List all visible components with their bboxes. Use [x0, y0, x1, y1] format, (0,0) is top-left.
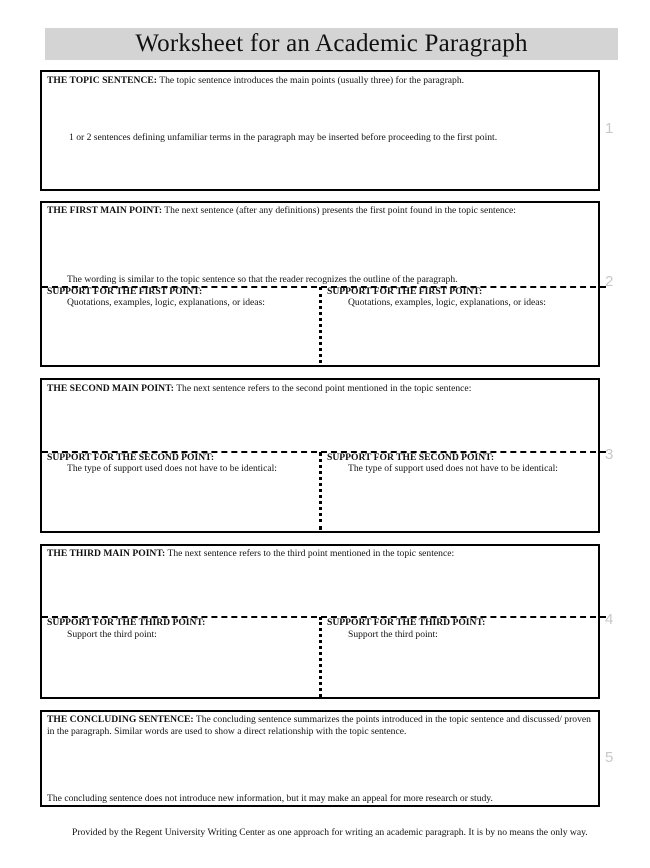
first-support-text-right: Quotations, examples, logic, explanations, or ideas: [348, 297, 546, 308]
second-support-heading-left: SUPPORT FOR THE SECOND POINT: [47, 452, 215, 463]
concluding-text: The concluding sentence summarizes the points introduced in the topic sentence and discussed/ proven in the paragraph. Similar words are used to show a direct relationship with the topic sentence. [47, 714, 591, 737]
first-point-box [40, 201, 600, 367]
third-text: The next sentence refers to the third point mentioned in the topic sentence: [167, 548, 455, 559]
section-number-2: 2 [605, 273, 614, 290]
section-number-5: 5 [605, 749, 614, 766]
section-number-3: 3 [605, 446, 614, 463]
third-support-heading-right: SUPPORT FOR THE THIRD POINT: [327, 617, 486, 628]
topic-heading: THE TOPIC SENTENCE: [47, 75, 158, 86]
third-vertical-divider [319, 617, 322, 697]
second-support-heading-right: SUPPORT FOR THE SECOND POINT: [327, 452, 495, 463]
second-point-box [40, 378, 600, 533]
second-point-line [47, 383, 471, 395]
second-text: The next sentence refers to the second point mentioned in the topic sentence: [176, 383, 472, 394]
third-point-line [47, 548, 454, 560]
first-note: The wording is similar to the topic sentence so that the reader recognizes the outline of the paragraph. [67, 274, 458, 285]
concluding-note: The concluding sentence does not introduce new information, but it may make an appeal for more research or study. [47, 793, 493, 804]
footer-credit: Provided by the Regent University Writing Center as one approach for writing an academic paragraph. It is by no means the only way. [72, 827, 588, 838]
first-support-text-left: Quotations, examples, logic, explanations, or ideas: [67, 297, 265, 308]
section-number-4: 4 [605, 611, 614, 628]
first-vertical-divider [319, 287, 322, 363]
first-support-heading-left: SUPPORT FOR THE FIRST POINT: [47, 286, 203, 297]
second-heading: THE SECOND MAIN POINT: [47, 383, 174, 394]
third-support-text-right: Support the third point: [348, 629, 438, 640]
topic-sentence-line [47, 75, 464, 87]
section-number-1: 1 [605, 120, 614, 137]
concluding-sentence-box [40, 710, 600, 807]
third-heading: THE THIRD MAIN POINT: [47, 548, 166, 559]
second-support-text-right: The type of support used does not have to be identical: [348, 463, 558, 474]
first-support-heading-right: SUPPORT FOR THE FIRST POINT: [327, 286, 483, 297]
first-text: The next sentence (after any definitions) presents the first point found in the topic sentence: [164, 205, 516, 216]
topic-text: The topic sentence introduces the main points (usually three) for the paragraph. [159, 75, 465, 86]
second-support-text-left: The type of support used does not have to be identical: [67, 463, 277, 474]
page-title: Worksheet for an Academic Paragraph [135, 30, 528, 57]
third-support-heading-left: SUPPORT FOR THE THIRD POINT: [47, 617, 206, 628]
first-point-line [47, 205, 516, 217]
third-support-text-left: Support the third point: [67, 629, 157, 640]
concluding-line [47, 714, 597, 737]
first-heading: THE FIRST MAIN POINT: [47, 205, 163, 216]
concluding-heading: THE CONCLUDING SENTENCE: [47, 714, 194, 725]
topic-note: 1 or 2 sentences defining unfamiliar terms in the paragraph may be inserted before proceeding to the first point. [69, 132, 498, 143]
title-bar [45, 28, 618, 60]
topic-sentence-box [40, 70, 600, 191]
second-vertical-divider [319, 452, 322, 530]
third-point-box [40, 544, 600, 699]
